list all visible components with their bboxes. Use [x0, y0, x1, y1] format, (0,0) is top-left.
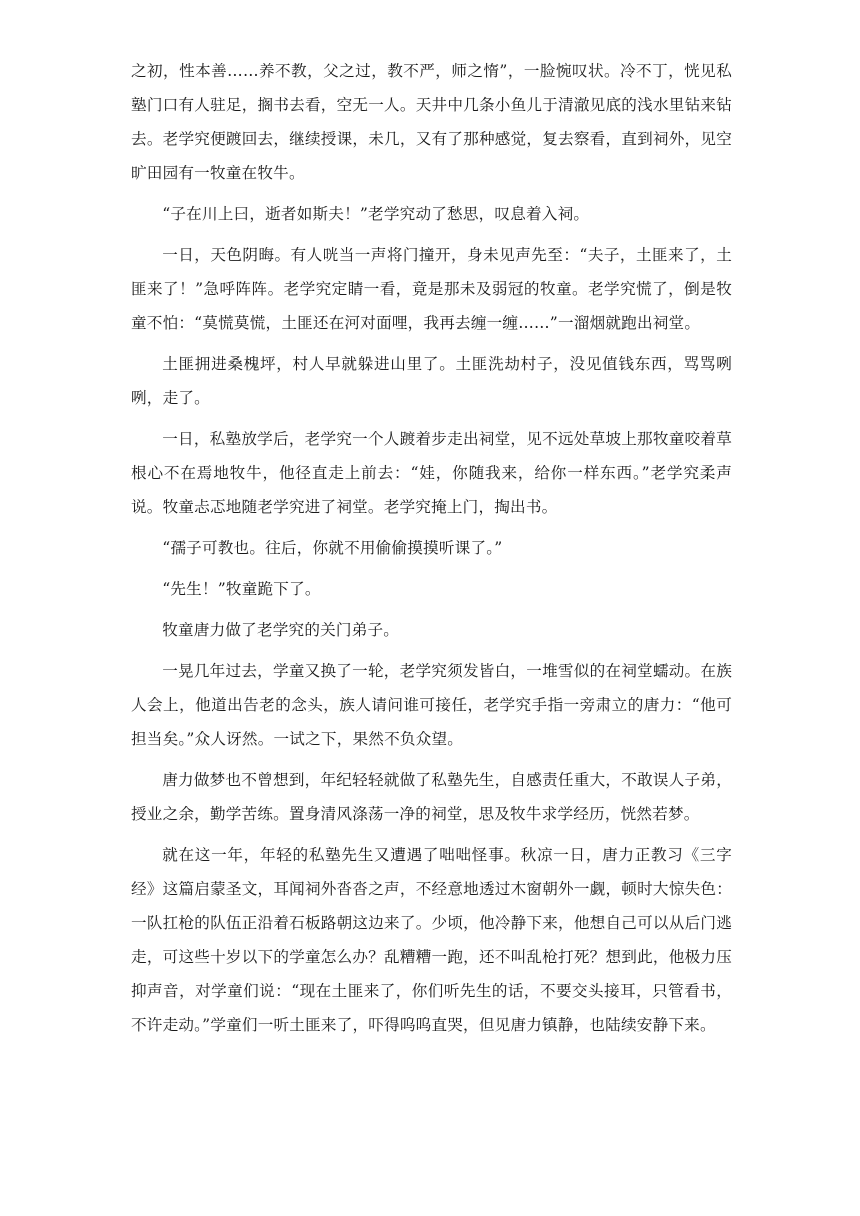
paragraph: “孺子可教也。往后，你就不用偷偷摸摸听课了。”	[162, 539, 503, 557]
paragraph: 一日，天色阴晦。有人咣当一声将门撞开，身未见声先至：“夫子，土匪来了，土匪来了！”急呼阵阵。老学究定睛一看，竟是那未及弱冠的牧童。老学究慌了，倒是牧童不怕：“莫慌莫慌，土匪还在河对面哩，我再去缠一缠……”一溜烟就跑出祠堂。	[131, 246, 732, 332]
paragraph: 之初，性本善……养不教，父之过，教不严，师之惰”，一脸惋叹状。冷不丁，恍见私塾门口有人驻足，搁书去看，空无一人。天井中几条小鱼儿于清澈见底的浅水里钻来钻去。老学究便踱回去，继续授课，未几，又有了那种感觉，复去察看，直到祠外，见空旷田园有一牧童在牧牛。	[131, 62, 732, 182]
paragraph: 一晃几年过去，学童又换了一轮，老学究须发皆白，一堆雪似的在祠堂蠕动。在族人会上，他道出告老的念头，族人请问谁可接任，老学究手指一旁肃立的唐力：“他可担当矣。”众人讶然。一试之下，果然不负众望。	[131, 662, 732, 748]
paragraph: 一日，私塾放学后，老学究一个人踱着步走出祠堂，见不远处草坡上那牧童咬着草根心不在焉地牧牛，他径直走上前去：“娃，你随我来，给你一样东西。”老学究柔声说。牧童忐忑地随老学究进了祠堂。老学究掩上门，掏出书。	[131, 430, 732, 516]
paragraph: “子在川上曰，逝者如斯夫！”老学究动了愁思，叹息着入祠。	[162, 205, 590, 223]
paragraph: “先生！”牧童跪下了。	[162, 580, 321, 598]
paragraph: 唐力做梦也不曾想到，年纪轻轻就做了私塾先生，自感责任重大，不敢误人子弟，授业之余，勤学苦练。置身清风涤荡一净的祠堂，思及牧牛求学经历，恍然若梦。	[131, 771, 732, 823]
paragraph: 就在这一年，年轻的私塾先生又遭遇了咄咄怪事。秋凉一日，唐力正教习《三字经》这篇启蒙圣文，耳闻祠外沓沓之声，不经意地透过木窗朝外一觑，顿时大惊失色：一队扛枪的队伍正沿着石板路朝这边来了。少顷，他冷静下来，他想自己可以从后门逃走，可这些十岁以下的学童怎么办？乱糟糟一跑，还不叫乱枪打死？想到此，他极力压抑声音，对学童们说：“现在土匪来了，你们听先生的话，不要交头接耳，只管看书，不许走动。”学童们一听土匪来了，吓得呜呜直哭，但见唐力镇静，也陆续安静下来。	[131, 846, 732, 1034]
paragraph: 牧童唐力做了老学究的关门弟子。	[162, 621, 400, 639]
paragraph: 土匪拥进桑槐坪，村人早就躲进山里了。土匪洗劫村子，没见值钱东西，骂骂咧咧，走了。	[131, 355, 732, 407]
